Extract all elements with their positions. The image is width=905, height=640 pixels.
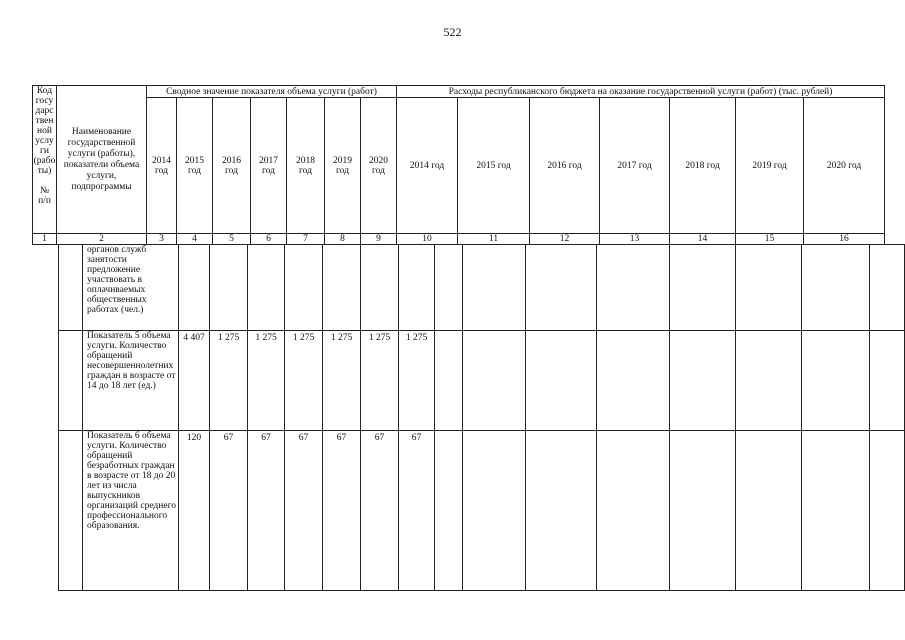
header-group-volume: Сводное значение показателя объема услуги (работ) [147,86,397,98]
table-row [59,431,905,591]
header-budget-year: 2018 год [670,98,736,234]
budget-cell [435,331,463,431]
budget-cell [463,331,526,431]
volume-value [399,245,435,331]
volume-value: 67 [399,431,435,591]
budget-cell [670,431,736,591]
volume-value [361,245,399,331]
header-budget-year: 2014 год [397,98,458,234]
header-budget-year: 2020 год [804,98,885,234]
column-number: 12 [530,234,600,245]
header-volume-year: 2014 год [147,98,177,234]
page-number: 522 [443,25,462,39]
budget-cell [736,331,802,431]
header-budget-year: 2019 год [736,98,804,234]
column-number: 15 [736,234,804,245]
budget-cell [736,245,802,331]
volume-value: 1 275 [361,331,399,431]
budget-cell [670,245,736,331]
budget-cell [526,431,597,591]
volume-value [210,245,248,331]
volume-value [323,245,361,331]
column-number: 7 [287,234,325,245]
header-name: Наименование государственной услуги (работы), показатели объема услуги, подпрограммы [57,86,147,234]
column-number: 11 [458,234,530,245]
header-group-budget: Расходы республиканского бюджета на оказание государственной услуги (работ) (тыс. рублей) [397,86,885,98]
budget-cell [870,431,905,591]
volume-value: 67 [323,431,361,591]
code-cell [59,431,83,591]
volume-value: 67 [361,431,399,591]
header-code: Код госу дарс твен ной услу ги (рабо ты) № п/п [33,86,57,234]
data-table [58,244,905,591]
budget-cell [597,431,670,591]
header-volume-year: 2016 год [213,98,251,234]
header-budget-year: 2016 год [530,98,600,234]
column-number: 2 [57,234,147,245]
budget-cell [463,245,526,331]
column-number: 6 [251,234,287,245]
budget-cell [526,331,597,431]
volume-value: 120 [179,431,210,591]
header-volume-year: 2017 год [251,98,287,234]
budget-cell [597,331,670,431]
budget-cell [670,331,736,431]
volume-value: 67 [285,431,323,591]
volume-value [248,245,285,331]
header-budget-year: 2017 год [600,98,670,234]
table-row [59,245,905,331]
volume-value: 4 407 [179,331,210,431]
budget-cell [435,245,463,331]
volume-value: 1 275 [323,331,361,431]
volume-value: 67 [248,431,285,591]
budget-cell [526,245,597,331]
header-volume-year: 2018 год [287,98,325,234]
table-row [59,331,905,431]
column-number: 16 [804,234,885,245]
column-number: 8 [325,234,361,245]
indicator-name: Показатель 5 объема услуги. Количество обращений несовершеннолетних граждан в возрасте от 14 до 18 лет (ед.) [83,331,179,431]
volume-value: 1 275 [210,331,248,431]
header-table [32,85,885,245]
column-number: 13 [600,234,670,245]
budget-cell [870,331,905,431]
header-volume-year: 2020 год [361,98,397,234]
column-number: 14 [670,234,736,245]
budget-cell [802,331,870,431]
header-volume-year: 2019 год [325,98,361,234]
column-number: 10 [397,234,458,245]
code-cell [59,245,83,331]
column-number: 4 [177,234,213,245]
volume-value [285,245,323,331]
header-budget-year: 2015 год [458,98,530,234]
volume-value: 1 275 [248,331,285,431]
volume-value: 1 275 [285,331,323,431]
budget-cell [802,431,870,591]
column-number: 5 [213,234,251,245]
column-number: 1 [33,234,57,245]
code-cell [59,331,83,431]
indicator-name: органов служб занятости предложение участвовать в оплачиваемых общественных работах (чел.) [83,245,179,331]
budget-cell [736,431,802,591]
column-number: 9 [361,234,397,245]
column-number: 3 [147,234,177,245]
budget-cell [802,245,870,331]
budget-cell [870,245,905,331]
header-volume-year: 2015 год [177,98,213,234]
budget-cell [435,431,463,591]
budget-cell [597,245,670,331]
volume-value: 1 275 [399,331,435,431]
indicator-name: Показатель 6 объема услуги. Количество обращений безработных граждан в возрасте от 18 до 20 лет из числа выпускников организаций среднего профессионального образования. [83,431,179,591]
volume-value: 67 [210,431,248,591]
volume-value [179,245,210,331]
budget-cell [463,431,526,591]
